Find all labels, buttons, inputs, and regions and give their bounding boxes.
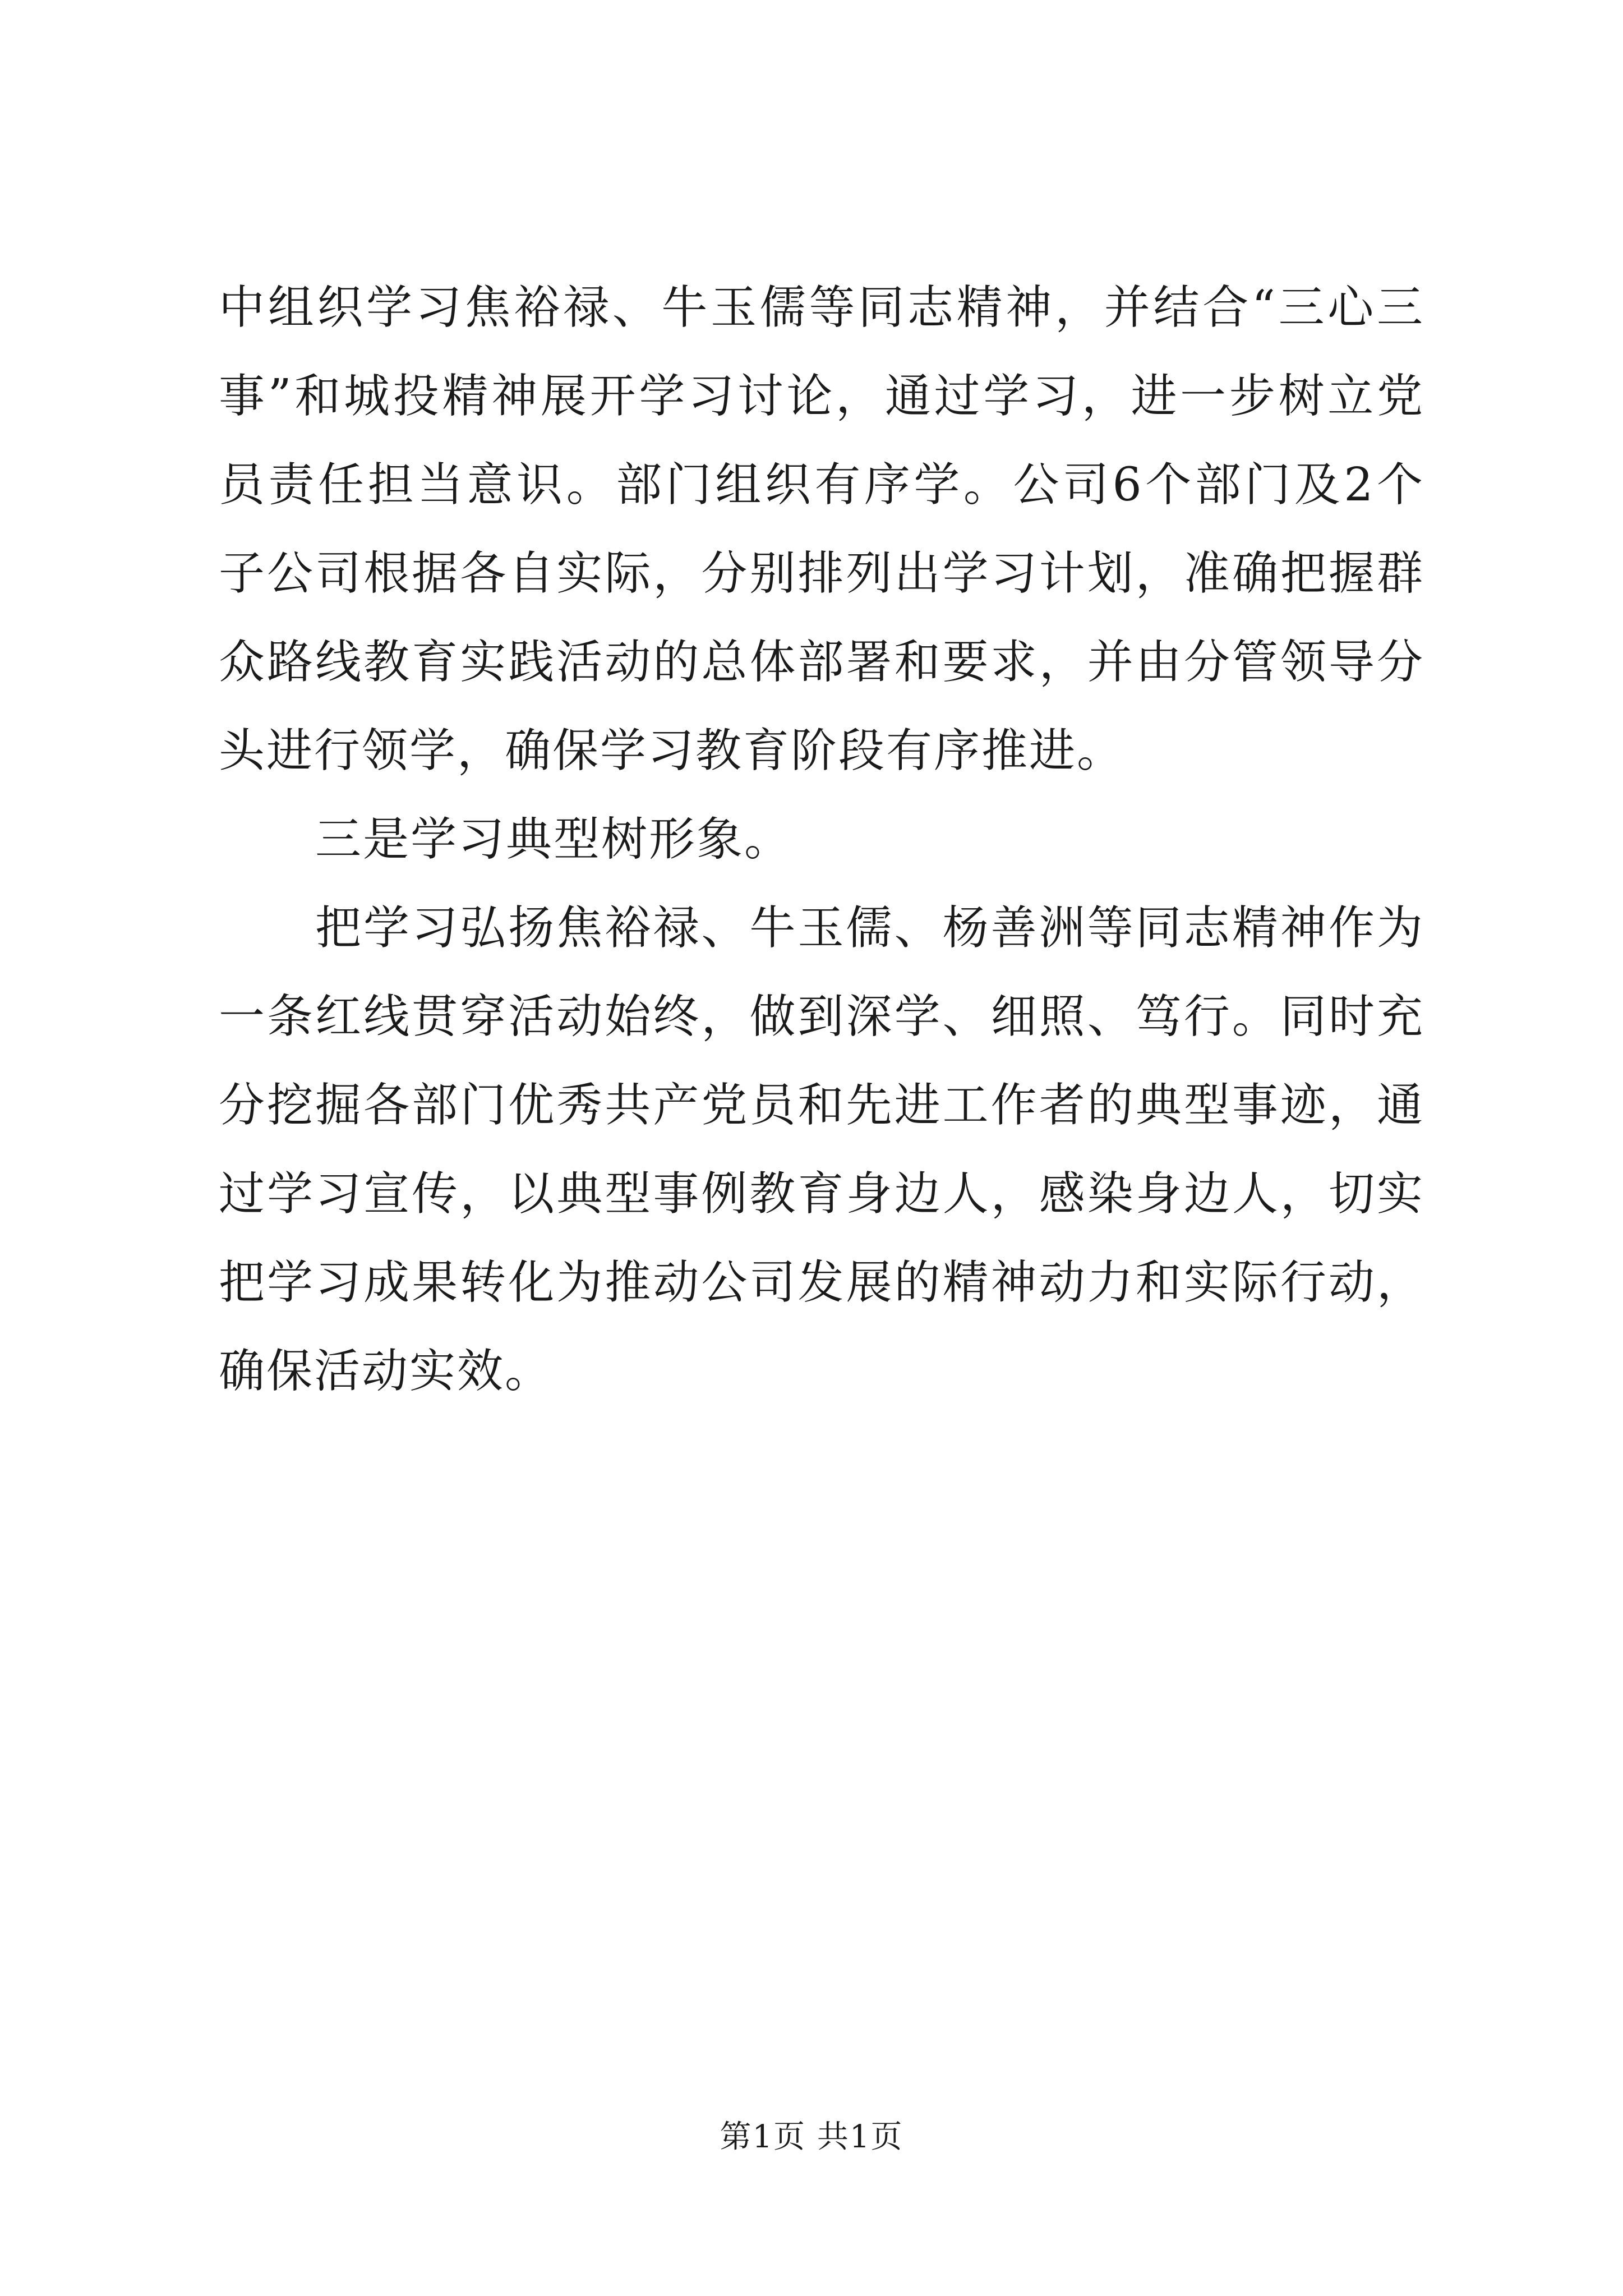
- page-number-footer: 第1页 共1页: [720, 2119, 903, 2155]
- section-heading: 三是学习典型树形象。: [315, 813, 792, 866]
- paragraph-continuation: 中组织学习焦裕禄、牛玉儒等同志精神，并结合“三心三事”和城投精神展开学习讨论，通过学习，进一步树立党员责任担当意识。部门组织有序学。公司6个部门及2个子公司根据各自实际，分别排列出学习计划，准确把握群众路线教育实践活动的总体部署和要求，并由分管领导分头进行领学，确保学习教育阶段有序推进。: [219, 281, 1424, 777]
- paragraph-body: 把学习弘扬焦裕禄、牛玉儒、杨善洲等同志精神作为一条红线贯穿活动始终，做到深学、细照、笃行。同时充分挖掘各部门优秀共产党员和先进工作者的典型事迹，通过学习宣传，以典型事例教育身边人，感染身边人，切实把学习成果转化为推动公司发展的精神动力和实际行动，确保活动实效。: [219, 901, 1424, 1398]
- document-body: [219, 264, 1424, 1416]
